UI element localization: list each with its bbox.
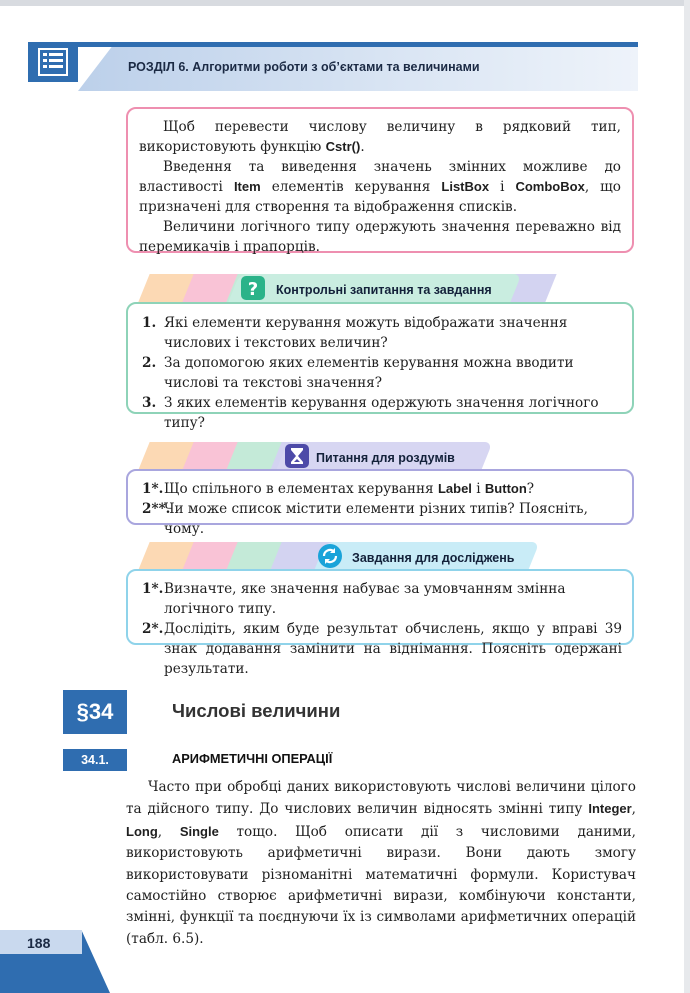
list-item: 1*. Що спільного в елементах керування Label і Button? <box>142 481 535 497</box>
section-number: §34 <box>63 690 127 734</box>
reflection-title: Питання для роздумів <box>316 451 455 465</box>
top-edge <box>0 0 690 6</box>
hourglass-icon <box>285 444 309 468</box>
header-band <box>28 42 638 47</box>
list-item: 2**. Чи може список містити елементи різних типів? Поясніть, чому. <box>142 501 588 537</box>
list-item: 1. Які елементи керування можуть відображати значення числових і текстових величин? <box>142 315 568 351</box>
body-text <box>126 777 636 950</box>
body-paragraph: Часто при обробці даних використовують числові величини цілого та дійсного типу. До числових величин відносять змінні типу Integer, Long, Single тощо. Щоб описати дії з числовими даними, використовують арифметичні вирази. Вони дають змогу використовувати різноманітні математичні формули. Користувач самостійно створює арифметичні вирази, комбінуючи константи, змінні, функції та поєднуючи їх із символами арифметичних операцій (табл. 6.5). <box>126 779 636 947</box>
list-item: 2. За допомогою яких елементів керування можна вводити числові та текстові значення? <box>142 355 574 391</box>
summary-paragraph-3: Величини логічного типу одержують значення переважно від перемикачів і прапорців. <box>139 219 621 255</box>
summary-box <box>126 107 634 253</box>
page-number: 188 <box>27 935 51 951</box>
list-item: 2*. Дослідіть, яким буде результат обчислень, якщо у вправі 39 знак додавання замінити на віднімання. Поясніть одержані результати. <box>142 621 622 677</box>
subsection-title: АРИФМЕТИЧНІ ОПЕРАЦІЇ <box>172 751 333 766</box>
summary-paragraph-2: Введення та виведення значень змінних можливе до властивості Item елементів керування ListBox і ComboBox, що призначені для створення та відображення списків. <box>139 159 621 215</box>
refresh-icon <box>318 544 342 568</box>
subsection-number: 34.1. <box>63 749 127 771</box>
list-item: 1*. Визначте, яке значення набуває за умовчанням змінна логічного типу. <box>142 581 566 617</box>
research-box <box>126 569 634 677</box>
chapter-title: РОЗДІЛ 6. Алгоритми роботи з об’єктами та величинами <box>128 60 480 74</box>
question-icon <box>241 276 265 300</box>
control-questions-box <box>126 302 634 431</box>
control-questions-title: Контрольні запитання та завдання <box>276 283 492 297</box>
list-item: 3. З яких елементів керування одержують значення логічного типу? <box>142 395 599 431</box>
svg-text:?: ? <box>247 279 259 300</box>
table-icon <box>28 42 78 82</box>
summary-paragraph-1: Щоб перевести числову величину в рядковий тип, використовують функцію Cstr(). <box>139 119 621 155</box>
right-edge <box>684 0 690 993</box>
section-title: Числові величини <box>172 700 341 721</box>
reflection-box <box>126 469 634 537</box>
research-title: Завдання для досліджень <box>352 551 515 565</box>
